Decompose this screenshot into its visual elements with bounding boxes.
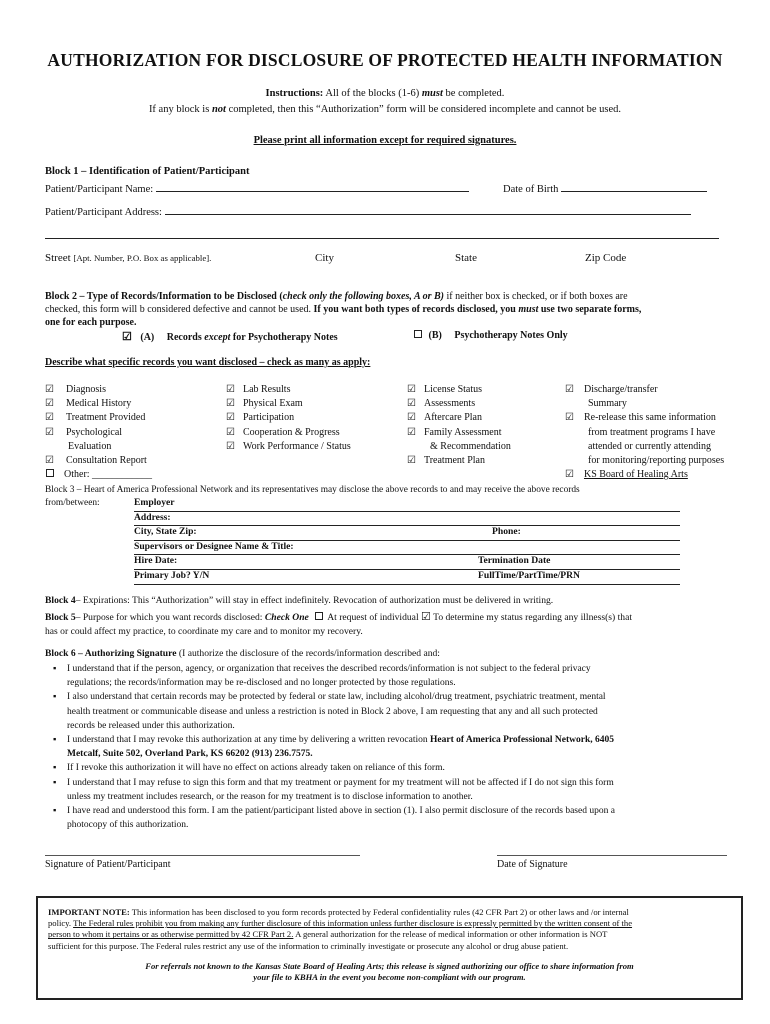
record-consultation-report[interactable]: ☑ Consultation Report bbox=[45, 455, 147, 467]
block5: Block 5– Purpose for which you want records disclosed: Check One At request of individual ☑ To determine my status regarding any illness(s) that has or could affect my practice, to coordinate my care and to monitor my recovery. bbox=[45, 611, 633, 637]
hire-date-row[interactable]: Hire Date: Termination Date bbox=[134, 555, 680, 570]
record-lab-results[interactable]: ☑ Lab Results bbox=[226, 384, 291, 395]
bullet-2: ▪ I also understand that certain records may be protected by federal or state law, including alcohol/drug treatment, psychiatric treatment, mental health treatment or communicable disease and unless a restriction is noted in Block 2 above, I am requesting that any and all such protected records be released under this authorization. bbox=[53, 692, 606, 731]
print-note: Please print all information except for required signatures. bbox=[253, 135, 517, 146]
patient-address-field[interactable] bbox=[165, 204, 691, 215]
bullet-icon: ▪ bbox=[53, 763, 57, 774]
record-re-release[interactable]: ☑ Re-release this same information bbox=[565, 412, 716, 424]
record-diagnosis[interactable]: ☑ Diagnosis bbox=[45, 384, 106, 395]
important-note-text: IMPORTANT NOTE: This information has been disclosed to you form records protected by Federal confidentiality rules (42 CFR Part 2) or other laws and /or internal policy. The Federal rules prohibit you from making any further disclosure of this information unless further disclosure is expressly permitted by the written consent of the person to whom it pertains or as otherwise permitted by 42 CFR Part 2. A general authorization for the release of medical information or other information is NOT sufficient for this purpose. The Federal rules restrict any use of the information to criminally investigate or prosecute any alcohol or drug abuse patient. bbox=[48, 907, 633, 951]
record-psychological[interactable]: ☑ Psychological bbox=[45, 426, 123, 438]
signature-date-label: Date of Signature bbox=[497, 859, 568, 870]
patient-name-row: Patient/Participant Name: bbox=[45, 181, 469, 196]
block6-bullets bbox=[19, 662, 739, 832]
dob-field[interactable] bbox=[561, 181, 707, 192]
bullet-icon: ▪ bbox=[53, 692, 57, 703]
bullet-icon: ▪ bbox=[53, 735, 57, 746]
bullet-4: ▪ If I revoke this authorization it will have no effect on actions already taken on reliance of this form. bbox=[19, 761, 739, 775]
city-label: City bbox=[315, 252, 334, 264]
bullet-icon: ▪ bbox=[53, 664, 57, 674]
record-family-assessment[interactable]: ☑ Family Assessment bbox=[407, 426, 502, 438]
record-work-performance[interactable]: ☑ Work Performance / Status bbox=[226, 440, 351, 452]
address-line-2[interactable] bbox=[45, 238, 719, 239]
patient-name-field[interactable] bbox=[156, 181, 469, 192]
record-treatment-plan[interactable]: ☑ Treatment Plan bbox=[407, 455, 485, 467]
signature-date-line[interactable] bbox=[497, 855, 727, 856]
records-column-3 bbox=[407, 383, 511, 468]
address-row[interactable]: Address: bbox=[134, 512, 680, 527]
record-medical-history[interactable]: ☑ Medical History bbox=[45, 398, 132, 410]
patient-signature-label: Signature of Patient/Participant bbox=[45, 859, 171, 870]
city-state-zip-row[interactable]: City, State Zip: Phone: bbox=[134, 526, 680, 541]
record-physical-exam[interactable]: ☑ Physical Exam bbox=[226, 398, 303, 410]
block4: Block 4– Expirations: This “Authorization” will stay in effect indefinitely. Revocation of authorization must be delivered in writing. bbox=[45, 595, 554, 606]
other-checkbox[interactable] bbox=[46, 469, 54, 477]
record-other[interactable]: Other: ____________ bbox=[45, 468, 152, 482]
supervisor-row[interactable]: Supervisors or Designee Name & Title: bbox=[134, 541, 680, 556]
record-participation[interactable]: ☑ Participation bbox=[226, 412, 295, 424]
record-re-release-line-4: for monitoring/reporting purposes bbox=[588, 455, 725, 467]
bullet-icon: ▪ bbox=[53, 806, 57, 817]
block1-heading: Block 1 – Identification of Patient/Participant bbox=[45, 166, 250, 177]
bullet-icon: ▪ bbox=[53, 777, 57, 788]
patient-address-row: Patient/Participant Address: bbox=[45, 204, 691, 219]
bullet-3: ▪ I understand that I may revoke this authorization at any time by delivering a written revocation Heart of America Professional Network, 6405 Metcalf, Suite 502, Overland Park, KS 66202 (913) 236.7575. bbox=[53, 735, 614, 760]
records-column-1 bbox=[45, 383, 152, 482]
zip-label: Zip Code bbox=[585, 252, 627, 264]
records-column-2 bbox=[226, 383, 351, 454]
record-discharge-transfer[interactable]: ☑ Discharge/transfer bbox=[565, 384, 658, 395]
describe-heading: Describe what specific records you want disclosed – check as many as apply: bbox=[45, 357, 371, 368]
record-summary-label: Summary bbox=[588, 398, 627, 410]
record-evaluation-label: Evaluation bbox=[68, 440, 112, 452]
block2-heading: Block 2 – Type of Records/Information to be Disclosed (check only the following boxes, A or B) if neither box is checked, or if both boxes are checked, this form will b considered defective and cannot be used. If you want both types of records disclosed, you must use two separate forms, one for each purpose. bbox=[45, 291, 642, 329]
employer-row[interactable]: Employer bbox=[134, 497, 680, 512]
primary-job-row[interactable]: Primary Job? Y/N FullTime/PartTime/PRN bbox=[134, 570, 680, 585]
form-title: AUTHORIZATION FOR DISCLOSURE OF PROTECTED HEALTH INFORMATION bbox=[47, 50, 723, 70]
instructions-line-2: If any block is not completed, then this “Authorization” form will be considered incomplete and cannot be used. bbox=[148, 104, 622, 115]
bullet-6: ▪ I have read and understood this form. I am the patient/participant listed above in section (1). I also permit disclosure of the records based upon a photocopy of this authorization. bbox=[53, 806, 615, 831]
option-b[interactable]: (B) Psychotherapy Notes Only bbox=[414, 330, 568, 341]
record-ks-board[interactable]: ☑ KS Board of Healing Arts bbox=[565, 469, 688, 481]
instructions-line-1: Instructions: All of the blocks (1-6) must be completed. bbox=[265, 88, 505, 99]
patient-signature-line[interactable] bbox=[45, 855, 360, 856]
record-recommendation-label: & Recommendation bbox=[430, 440, 511, 452]
option-a[interactable]: ☑ (A) Records except for Psychotherapy Notes bbox=[122, 331, 338, 343]
block6-heading: Block 6 – Authorizing Signature (I authorize the disclosure of the records/information described and: bbox=[45, 648, 440, 659]
purpose-status-checkbox[interactable]: ☑ bbox=[421, 611, 431, 623]
record-assessments[interactable]: ☑ Assessments bbox=[407, 398, 476, 410]
street-label: Street [Apt. Number, P.O. Box as applicable]. bbox=[45, 252, 212, 264]
record-treatment-provided[interactable]: ☑ Treatment Provided bbox=[45, 412, 146, 424]
block3-intro: Block 3 – Heart of America Professional Network and its representatives may disclose the above records to and may receive the above records from/between: bbox=[45, 485, 580, 508]
option-a-checkbox[interactable]: ☑ bbox=[122, 331, 132, 343]
record-cooperation-progress[interactable]: ☑ Cooperation & Progress bbox=[226, 426, 340, 438]
record-re-release-line-2: from treatment programs I have bbox=[588, 426, 716, 438]
purpose-request-checkbox[interactable] bbox=[315, 612, 323, 620]
state-label: State bbox=[455, 252, 477, 264]
record-license-status[interactable]: ☑ License Status bbox=[407, 384, 483, 395]
bullet-5: ▪ I understand that I may refuse to sign this form and that my treatment or payment for my treatment will not be affected if I do not sign this form unless my treatment includes research, or the reason for my treatment is to disclose information to another. bbox=[53, 777, 614, 802]
block3-fields bbox=[134, 497, 680, 585]
bullet-1: ▪ I understand that if the person, agency, or organization that receives the described records/information is not subject to the federal privacy regulations; the records/information may be re-disclosed and no longer protected by those regulations. bbox=[53, 664, 591, 689]
referral-note: For referrals not known to the Kansas State Board of Healing Arts; this release is signed authorizing our office to share information from your file to KBHA in the event you become non-compliant with our program. bbox=[145, 960, 634, 983]
records-column-4 bbox=[565, 383, 724, 482]
important-note-box bbox=[36, 896, 743, 1000]
option-b-checkbox[interactable] bbox=[414, 330, 422, 338]
dob-row: Date of Birth bbox=[503, 181, 707, 196]
record-re-release-line-3: attended or currently attending bbox=[588, 440, 712, 452]
record-aftercare-plan[interactable]: ☑ Aftercare Plan bbox=[407, 412, 482, 424]
